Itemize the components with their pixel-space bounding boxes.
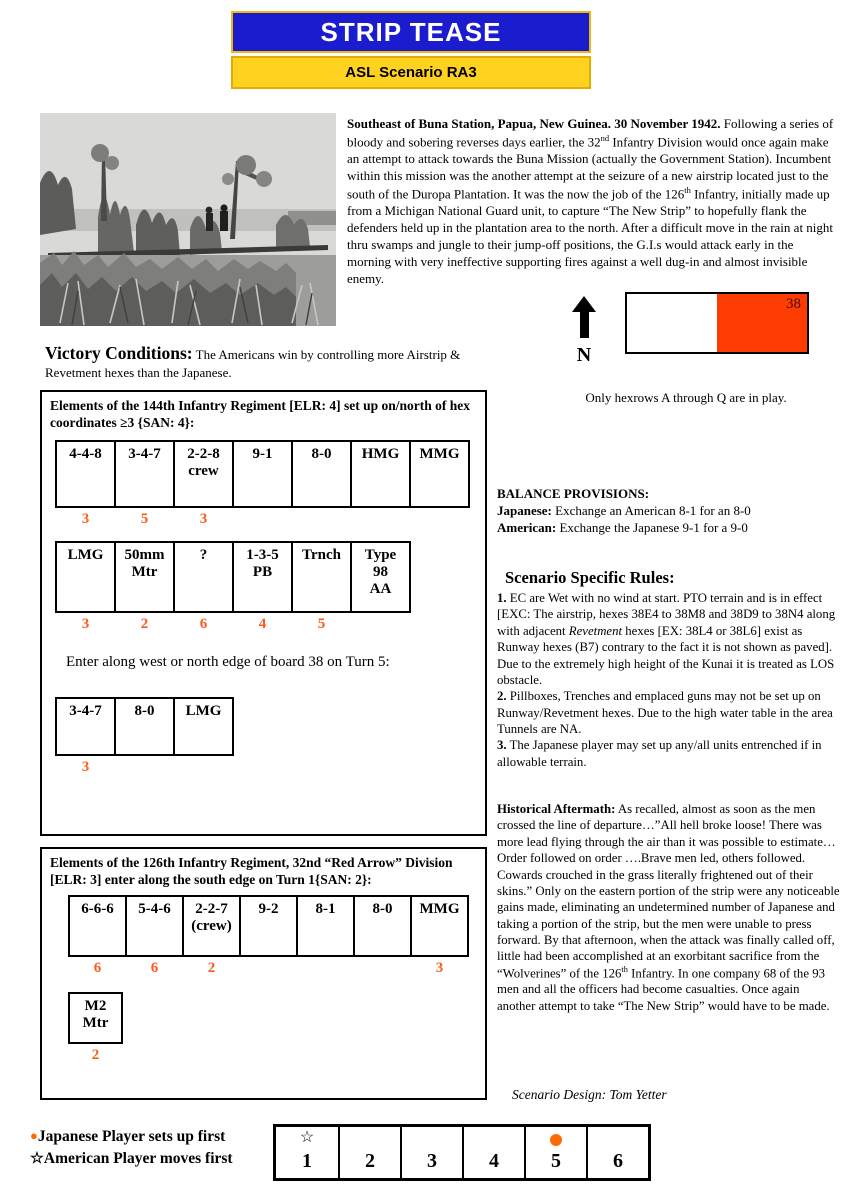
setup-legend xyxy=(30,1126,275,1169)
ob-126-counter-row-1 xyxy=(68,895,485,978)
counter-cell xyxy=(114,541,175,613)
ssr-rule-1-number: 1. xyxy=(497,591,507,606)
counter-cell xyxy=(55,440,116,508)
counter-label: 3-4-7 xyxy=(128,445,161,462)
counter-type-98-aa xyxy=(350,541,411,634)
turn-cell-1 xyxy=(276,1127,338,1178)
victory-text: The Americans win by controlling more Airstrip & Revetment hexes than the Japanese. xyxy=(45,347,461,380)
ob-box-126th xyxy=(40,847,487,1100)
counter-count: 3 xyxy=(435,959,444,976)
turn-cell-5 xyxy=(524,1127,586,1178)
counter-cell xyxy=(173,440,234,508)
counter-cell xyxy=(291,541,352,613)
text-run: EC are Wet with no wind at start. PTO terrain and is in effect [EXC: The airstrip, hexes 38E4 to 38M8 and 38D9 to 38N4 along with adjacent xyxy=(497,591,836,638)
counter-4-4-8 xyxy=(55,440,116,529)
counter-cell xyxy=(68,992,123,1044)
text-run: Infantry Division would once again make an attempt to attack towards the Buna Mission (actually the Government Station). Incumbent within this mission was the another attempt at the seizure of a new airstrip located just to the south of the Duropa Plantation. It was the now the job of the 126 xyxy=(347,134,832,202)
board-number: 38 xyxy=(786,296,801,312)
text-run: Infantry, initially made up from a Michigan National Guard unit, to capture “The New Strip” to hopefully flank the defenders held up in the plantation area to the north. After a difficult move in the rain at night thru swamps and jungle to their jump-off positions, the G.I.s would attack early in the morning with very ineffective supporting fires against a well dug-in and almost invisible enemy. xyxy=(347,186,834,286)
legend-japanese-text: Japanese Player sets up first xyxy=(37,1128,226,1145)
counter-label: ? xyxy=(199,546,208,563)
counter-cell xyxy=(173,697,234,756)
counter-label: 4-4-8 xyxy=(69,445,102,462)
balance-heading: BALANCE PROVISIONS: xyxy=(497,486,650,501)
counter-9-2 xyxy=(239,895,298,978)
text-run: The Japanese player may set up any/all units entrenched if in allowable terrain. xyxy=(497,738,822,769)
ssr-rule-2-number: 2. xyxy=(497,689,507,704)
counter-label: 8-0 xyxy=(372,900,393,917)
counter-1-3-5-pb xyxy=(232,541,293,634)
turn-number: 6 xyxy=(613,1150,623,1172)
ob-144-counter-row-3 xyxy=(55,697,485,777)
historical-photo xyxy=(40,113,336,326)
north-label: N xyxy=(576,344,592,366)
counter-count: 2 xyxy=(140,615,149,632)
counter-mmg xyxy=(410,895,469,978)
victory-conditions xyxy=(45,343,481,381)
counter-count xyxy=(381,960,385,978)
counter-? xyxy=(173,541,234,634)
ssr-rule-3-text xyxy=(497,738,822,768)
counter-count: 2 xyxy=(91,1046,100,1063)
counter-label: LMG xyxy=(67,546,104,563)
counter-label: Type xyxy=(364,546,397,563)
text-run: hexes [EX: 38L4 or 38L6] exist as Runway hexes (B7) contrary to the fact it is not shown as paved]. Due to the extremely high height of the Kunai it is treated as LOS obstacle. xyxy=(497,623,835,687)
counter-count: 3 xyxy=(81,510,90,527)
turn-number: 5 xyxy=(551,1150,561,1172)
scenario-specific-rules xyxy=(497,567,840,770)
counter-count: 3 xyxy=(81,758,90,775)
counter-count xyxy=(261,511,265,529)
counter-cell xyxy=(353,895,412,957)
counter-count: 3 xyxy=(81,615,90,632)
counter-count xyxy=(202,759,206,777)
north-arrow-icon xyxy=(566,296,602,338)
text-run: th xyxy=(621,964,628,974)
counter-3-4-7 xyxy=(114,440,175,529)
counter-label: 98 xyxy=(373,563,388,580)
turn-number: 3 xyxy=(427,1150,437,1172)
historical-aftermath xyxy=(497,801,840,1014)
ssr-rule-2-text xyxy=(497,689,833,736)
counter-lmg xyxy=(173,697,234,777)
counter-cell xyxy=(173,541,234,613)
counter-count xyxy=(379,616,383,634)
ob-144-counter-row-2 xyxy=(55,541,485,634)
counter-hmg xyxy=(350,440,411,529)
text-run: Following a series of bloody and sobering reverses days earlier, the 32 xyxy=(347,116,834,150)
counter-label: MMG xyxy=(419,445,460,462)
balance-american xyxy=(497,520,837,537)
design-credit: Scenario Design: Tom Yetter xyxy=(512,1087,667,1102)
scenario-subtitle: ASL Scenario RA3 xyxy=(231,56,591,89)
counter-3-4-7 xyxy=(55,697,116,777)
counter-9-1 xyxy=(232,440,293,529)
counter-6-6-6 xyxy=(68,895,127,978)
counter-label: (crew) xyxy=(191,917,232,934)
text-run: Revetment xyxy=(568,623,623,638)
counter-count xyxy=(267,960,271,978)
balance-japanese-text: Exchange an American 8-1 for an 8-0 xyxy=(551,502,751,518)
counter-cell xyxy=(409,440,470,508)
counter-label: 8-0 xyxy=(134,702,155,719)
counter-label: 8-1 xyxy=(315,900,336,917)
board-red-half xyxy=(717,294,807,352)
counter-count: 5 xyxy=(317,615,326,632)
counter-count: 6 xyxy=(93,959,102,976)
victory-label: Victory Conditions: xyxy=(45,343,193,363)
ob-126-counter-row-2 xyxy=(68,992,485,1065)
counter-trnch xyxy=(291,541,352,634)
turn-number: 2 xyxy=(365,1150,375,1172)
ssr-rule-3-number: 3. xyxy=(497,738,507,753)
american-moves-first-star-icon: ☆ xyxy=(299,1129,315,1146)
turn-number: 1 xyxy=(302,1150,312,1172)
counter-count: 4 xyxy=(258,615,267,632)
turn-cell-3 xyxy=(400,1127,462,1178)
turn-symbol-area xyxy=(550,1127,562,1149)
counter-label: 2-2-7 xyxy=(195,900,228,917)
counter-label: 3-4-7 xyxy=(69,702,102,719)
text-run: Infantry. In one company 68 of the 93 men and all the officers had become casualties. Once again another attempt to take “The New Strip” would have to be made. xyxy=(497,966,830,1013)
counter-label: MMG xyxy=(419,900,460,917)
ssr-rule-1-text xyxy=(497,591,835,687)
american-star-icon: ☆ xyxy=(30,1149,44,1167)
turn-track xyxy=(273,1124,651,1181)
counter-label: Trnch xyxy=(302,546,341,563)
counter-count xyxy=(324,960,328,978)
counter-label: PB xyxy=(252,563,273,580)
counter-label: 9-1 xyxy=(252,445,273,462)
counter-label: 1-3-5 xyxy=(246,546,279,563)
counter-cell xyxy=(239,895,298,957)
counter-label: AA xyxy=(369,580,392,597)
counter-label: LMG xyxy=(185,702,222,719)
turn-cell-6 xyxy=(586,1127,648,1178)
counter-cell xyxy=(55,541,116,613)
ob-144-counter-row-1 xyxy=(55,440,485,529)
hexrow-note: Only hexrows A through Q are in play. xyxy=(585,390,787,405)
counter-count xyxy=(438,511,442,529)
counter-cell xyxy=(291,440,352,508)
counter-label: 9-2 xyxy=(258,900,279,917)
balance-american-lead: American: xyxy=(497,519,557,535)
counter-lmg xyxy=(55,541,116,634)
counter-2-2-8-crew xyxy=(173,440,234,529)
counter-cell xyxy=(232,440,293,508)
balance-japanese-lead: Japanese: xyxy=(497,502,552,518)
balance-provisions xyxy=(497,486,837,537)
counter-8-1 xyxy=(296,895,355,978)
ob-144-entry-note: Enter along west or north edge of board 38 on Turn 5: xyxy=(66,653,390,670)
counter-label: crew xyxy=(188,462,219,479)
board-white-half xyxy=(627,294,717,352)
counter-label: 2-2-8 xyxy=(187,445,220,462)
counter-count xyxy=(320,511,324,529)
counter-count xyxy=(143,759,147,777)
counter-count: 3 xyxy=(199,510,208,527)
balance-japanese xyxy=(497,503,837,520)
text-run: Southeast of Buna Station, Papua, New Guinea. 30 November 1942. xyxy=(347,116,721,131)
ssr-rule-2 xyxy=(497,688,840,737)
legend-american-line xyxy=(30,1148,275,1170)
counter-count: 2 xyxy=(207,959,216,976)
counter-cell xyxy=(182,895,241,957)
page-title: STRIP TEASE xyxy=(231,11,591,53)
counter-label: 6-6-6 xyxy=(81,900,114,917)
counter-cell xyxy=(68,895,127,957)
counter-cell xyxy=(296,895,355,957)
counter-count xyxy=(379,511,383,529)
ob-144-header: Elements of the 144th Infantry Regiment [ELR: 4] set up on/north of hex coordinates ≥3 {SAN: 4}: xyxy=(50,398,470,430)
north-indicator xyxy=(566,296,602,367)
japanese-dot-icon: ● xyxy=(30,1128,38,1143)
counter-cell xyxy=(410,895,469,957)
counter-mmg xyxy=(409,440,470,529)
text-run: th xyxy=(684,184,691,195)
ssr-rule-1 xyxy=(497,590,840,688)
counter-label: 8-0 xyxy=(311,445,332,462)
legend-american-text: American Player moves first xyxy=(43,1149,233,1167)
ssr-heading: Scenario Specific Rules: xyxy=(505,568,675,587)
counter-label: Mtr xyxy=(131,563,158,580)
text-run: Pillboxes, Trenches and emplaced guns may not be set up on Runway/Revetment hexes. Due to the high water table in the area Tunnels are NA. xyxy=(497,689,833,737)
counter-label: 50mm xyxy=(124,546,165,563)
balance-american-text: Exchange the Japanese 9-1 for a 9-0 xyxy=(556,519,748,535)
counter-label: Mtr xyxy=(82,1014,109,1031)
counter-2-2-7-crew xyxy=(182,895,241,978)
text-run: As recalled, almost as soon as the men crossed the line of departure…”All hell broke loose! There was more lead flying through the air than it was possible to estimate… Order followed on order ….Brave men led, others followed. Cowards crouched in the grass literally frightened out of their skins.” Only on the eastern portion of the strip were any noticeable gains made, eliminating an undetermined number of Japanese and taking a portion of the strip, but the men were unable to press forward. By that afternoon, when the attack was finally called off, little had been accomplished at an exorbitant sacrifice from the “Wolverines” of the 126 xyxy=(497,802,840,981)
counter-count: 6 xyxy=(199,615,208,632)
turn-number: 4 xyxy=(489,1150,499,1172)
counter-cell xyxy=(350,541,411,613)
ob-126-header: Elements of the 126th Infantry Regiment, 32nd “Red Arrow” Division [ELR: 3] enter along the south edge on Turn 1{SAN: 2}: xyxy=(50,855,453,887)
counter-cell xyxy=(125,895,184,957)
counter-label: HMG xyxy=(361,445,400,462)
counter-5-4-6 xyxy=(125,895,184,978)
counter-cell xyxy=(55,697,116,756)
counter-8-0 xyxy=(353,895,412,978)
counter-cell xyxy=(114,440,175,508)
legend-japanese-line xyxy=(30,1126,275,1148)
counter-8-0 xyxy=(114,697,175,777)
text-run: nd xyxy=(600,132,610,143)
intro-paragraph xyxy=(347,116,840,288)
counter-8-0 xyxy=(291,440,352,529)
ob-box-144th xyxy=(40,390,487,836)
counter-m2-mtr xyxy=(68,992,123,1065)
counter-cell xyxy=(232,541,293,613)
ssr-rule-3 xyxy=(497,737,840,770)
text-run: Historical Aftermath: xyxy=(497,802,616,816)
counter-cell xyxy=(350,440,411,508)
counter-cell xyxy=(114,697,175,756)
counter-count: 6 xyxy=(150,959,159,976)
counter-label: 5-4-6 xyxy=(138,900,171,917)
japanese-setup-dot-icon xyxy=(550,1134,562,1146)
counter-50mm-mtr xyxy=(114,541,175,634)
counter-label: M2 xyxy=(84,997,107,1014)
turn-cell-4 xyxy=(462,1127,524,1178)
counter-count: 5 xyxy=(140,510,149,527)
turn-cell-2 xyxy=(338,1127,400,1178)
board-38-graphic xyxy=(625,292,809,354)
